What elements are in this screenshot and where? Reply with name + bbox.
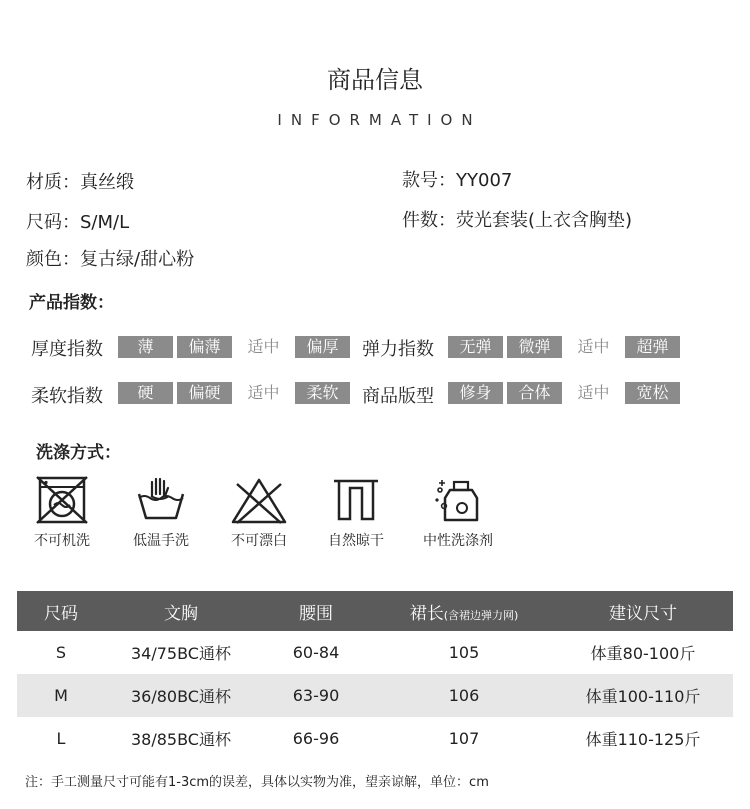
table-row — [17, 631, 733, 674]
header-waist: 腰围 — [257, 591, 375, 631]
index-tag-fit-1: 合体 — [507, 382, 562, 404]
care-neutral-detergent — [413, 476, 503, 550]
page-title: 商品信息 — [327, 66, 423, 94]
index-label-thickness: 厚度指数 — [31, 339, 103, 360]
hand-wash-icon — [133, 476, 189, 524]
header-skirt-length-label: 裙长 — [409, 603, 444, 624]
index-tag-thickness-2: 适中 — [236, 336, 291, 358]
cell-skirt-length: 106 — [375, 674, 553, 717]
no-bleach-icon — [229, 476, 289, 524]
index-tags-fit — [448, 382, 680, 404]
care-hand-wash — [116, 476, 206, 550]
page-subtitle: INFORMATION — [277, 111, 482, 129]
cell-size: M — [17, 674, 105, 717]
cell-bra: 34/75BC通杯 — [131, 644, 231, 663]
neutral-detergent-icon — [430, 476, 486, 524]
spec-color: 颜色：复古绿/甜心粉 — [26, 249, 195, 270]
cell-bra: 36/80BC通杯 — [105, 674, 257, 717]
care-label-no-machine-wash: 不可机洗 — [34, 533, 90, 549]
cell-skirt-length: 107 — [448, 729, 480, 748]
wash-section-title: 洗涤方式： — [36, 443, 121, 463]
cell-suggested-size: 体重100-110斤 — [553, 674, 733, 717]
header-skirt-length-note: (含裙边弹力网) — [443, 608, 519, 622]
cell-size: L — [56, 729, 66, 748]
table-row — [17, 717, 733, 760]
index-label-elasticity: 弹力指数 — [362, 339, 434, 360]
cell-skirt-length: 105 — [448, 643, 480, 662]
spec-style-no: 款号：YY007 — [402, 170, 513, 191]
cell-suggested-size: 体重80-100斤 — [590, 644, 696, 663]
cell-waist: 60-84 — [292, 643, 340, 662]
index-tags-softness — [118, 382, 350, 404]
index-tag-elasticity-0: 无弹 — [448, 336, 503, 358]
index-tags-elasticity — [448, 336, 680, 358]
index-tag-elasticity-1: 微弹 — [507, 336, 562, 358]
cell-bra: 38/85BC通杯 — [131, 730, 231, 749]
care-line-dry — [311, 476, 401, 550]
no-machine-wash-icon — [34, 476, 90, 524]
care-label-hand-wash: 低温手洗 — [133, 533, 189, 549]
index-tag-softness-1: 偏硬 — [177, 382, 232, 404]
size-table-header — [17, 591, 733, 631]
line-dry-icon — [328, 476, 384, 524]
care-no-machine-wash — [17, 476, 107, 550]
header-suggested-size: 建议尺寸 — [553, 591, 733, 631]
index-tag-softness-3: 柔软 — [295, 382, 350, 404]
index-label-softness: 柔软指数 — [31, 386, 103, 407]
cell-size: S — [55, 643, 67, 662]
index-tag-thickness-0: 薄 — [118, 336, 173, 358]
index-tag-thickness-3: 偏厚 — [295, 336, 350, 358]
index-tags-thickness — [118, 336, 350, 358]
cell-suggested-size: 体重110-125斤 — [585, 730, 701, 749]
cell-waist: 63-90 — [257, 674, 375, 717]
spec-pieces: 件数：荧光套装(上衣含胸垫) — [402, 210, 633, 231]
index-tag-fit-3: 宽松 — [625, 382, 680, 404]
index-tag-fit-0: 修身 — [448, 382, 503, 404]
cell-waist: 66-96 — [292, 729, 340, 748]
index-tag-softness-2: 适中 — [236, 382, 291, 404]
index-tag-softness-0: 硬 — [118, 382, 173, 404]
care-label-neutral-detergent: 中性洗涤剂 — [423, 533, 493, 549]
size-table — [17, 591, 733, 760]
measurement-note: 注：手工测量尺寸可能有1-3cm的误差，具体以实物为准，望亲谅解，单位：cm — [25, 775, 489, 790]
spec-size: 尺码：S/M/L — [26, 212, 130, 233]
care-no-bleach — [214, 476, 304, 550]
header-skirt-length — [375, 591, 553, 631]
header-size: 尺码 — [17, 591, 105, 631]
index-label-fit: 商品版型 — [362, 386, 434, 407]
spec-material: 材质：真丝缎 — [26, 172, 134, 193]
index-tag-elasticity-2: 适中 — [566, 336, 621, 358]
header-bra: 文胸 — [105, 591, 257, 631]
index-tag-elasticity-3: 超弹 — [625, 336, 680, 358]
index-tag-thickness-1: 偏薄 — [177, 336, 232, 358]
table-row — [17, 674, 733, 717]
care-label-no-bleach: 不可漂白 — [231, 533, 287, 549]
index-section-title: 产品指数： — [29, 293, 114, 313]
index-tag-fit-2: 适中 — [566, 382, 621, 404]
care-label-line-dry: 自然晾干 — [328, 533, 384, 549]
